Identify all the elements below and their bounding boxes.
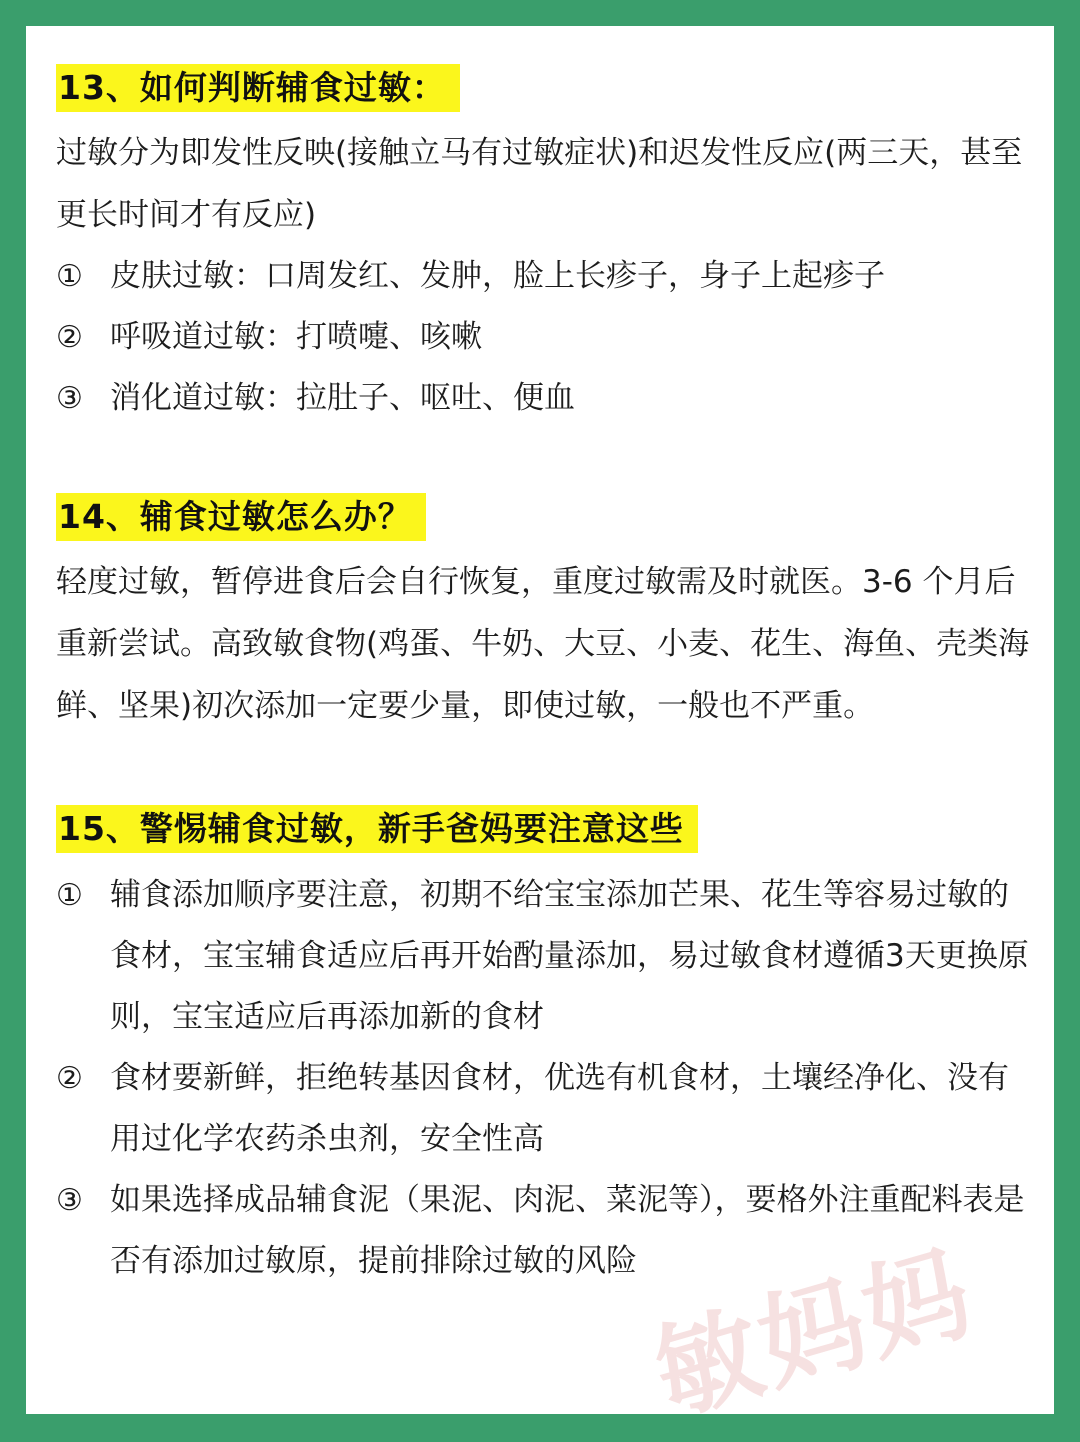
circled-number-1: ①	[56, 878, 83, 913]
circled-number-1: ①	[56, 259, 83, 294]
section-15	[56, 805, 1034, 1292]
section-13	[56, 64, 1034, 429]
list-item-text: 皮肤过敏：口周发红、发肿，脸上长疹子，身子上起疹子	[110, 258, 885, 294]
section-14-title: 14、辅食过敏怎么办？	[56, 493, 426, 541]
list-item	[56, 368, 1034, 429]
list-item	[56, 246, 1034, 307]
list-item-text: 呼吸道过敏：打喷嚏、咳嗽	[110, 319, 482, 355]
list-item-text: 消化道过敏：拉肚子、呕吐、便血	[110, 380, 575, 416]
section-14	[56, 493, 1034, 737]
section-13-list	[56, 246, 1034, 429]
section-13-intro: 过敏分为即发性反映(接触立马有过敏症状)和迟发性反应(两三天，甚至更长时间才有反应)	[56, 135, 1023, 233]
content-card	[26, 26, 1054, 1414]
section-13-title: 13、如何判断辅食过敏：	[56, 64, 460, 112]
list-item	[56, 865, 1034, 1048]
circled-number-2: ②	[56, 1061, 83, 1096]
article-body	[56, 64, 1034, 1292]
list-item	[56, 307, 1034, 368]
section-15-title: 15、警惕辅食过敏，新手爸妈要注意这些	[56, 805, 698, 853]
circled-number-2: ②	[56, 320, 83, 355]
list-item-text: 食材要新鲜，拒绝转基因食材，优选有机食材，土壤经净化、没有用过化学农药杀虫剂，安全性高	[110, 1060, 1009, 1157]
brand-watermark: 敏妈妈	[641, 1230, 988, 1437]
list-item-text: 如果选择成品辅食泥（果泥、肉泥、菜泥等），要格外注重配料表是否有添加过敏原，提前排除过敏的风险	[110, 1182, 1025, 1279]
list-item-text: 辅食添加顺序要注意，初期不给宝宝添加芒果、花生等容易过敏的食材，宝宝辅食适应后再开始酌量添加，易过敏食材遵循3天更换原则，宝宝适应后再添加新的食材	[110, 877, 1029, 1035]
circled-number-3: ③	[56, 1183, 83, 1218]
list-item	[56, 1048, 1034, 1170]
section-14-body: 轻度过敏，暂停进食后会自行恢复，重度过敏需及时就医。3-6 个月后重新尝试。高致敏食物(鸡蛋、牛奶、大豆、小麦、花生、海鱼、壳类海鲜、坚果)初次添加一定要少量，即使过敏，一般也不严重。	[56, 564, 1030, 724]
circled-number-3: ③	[56, 381, 83, 416]
